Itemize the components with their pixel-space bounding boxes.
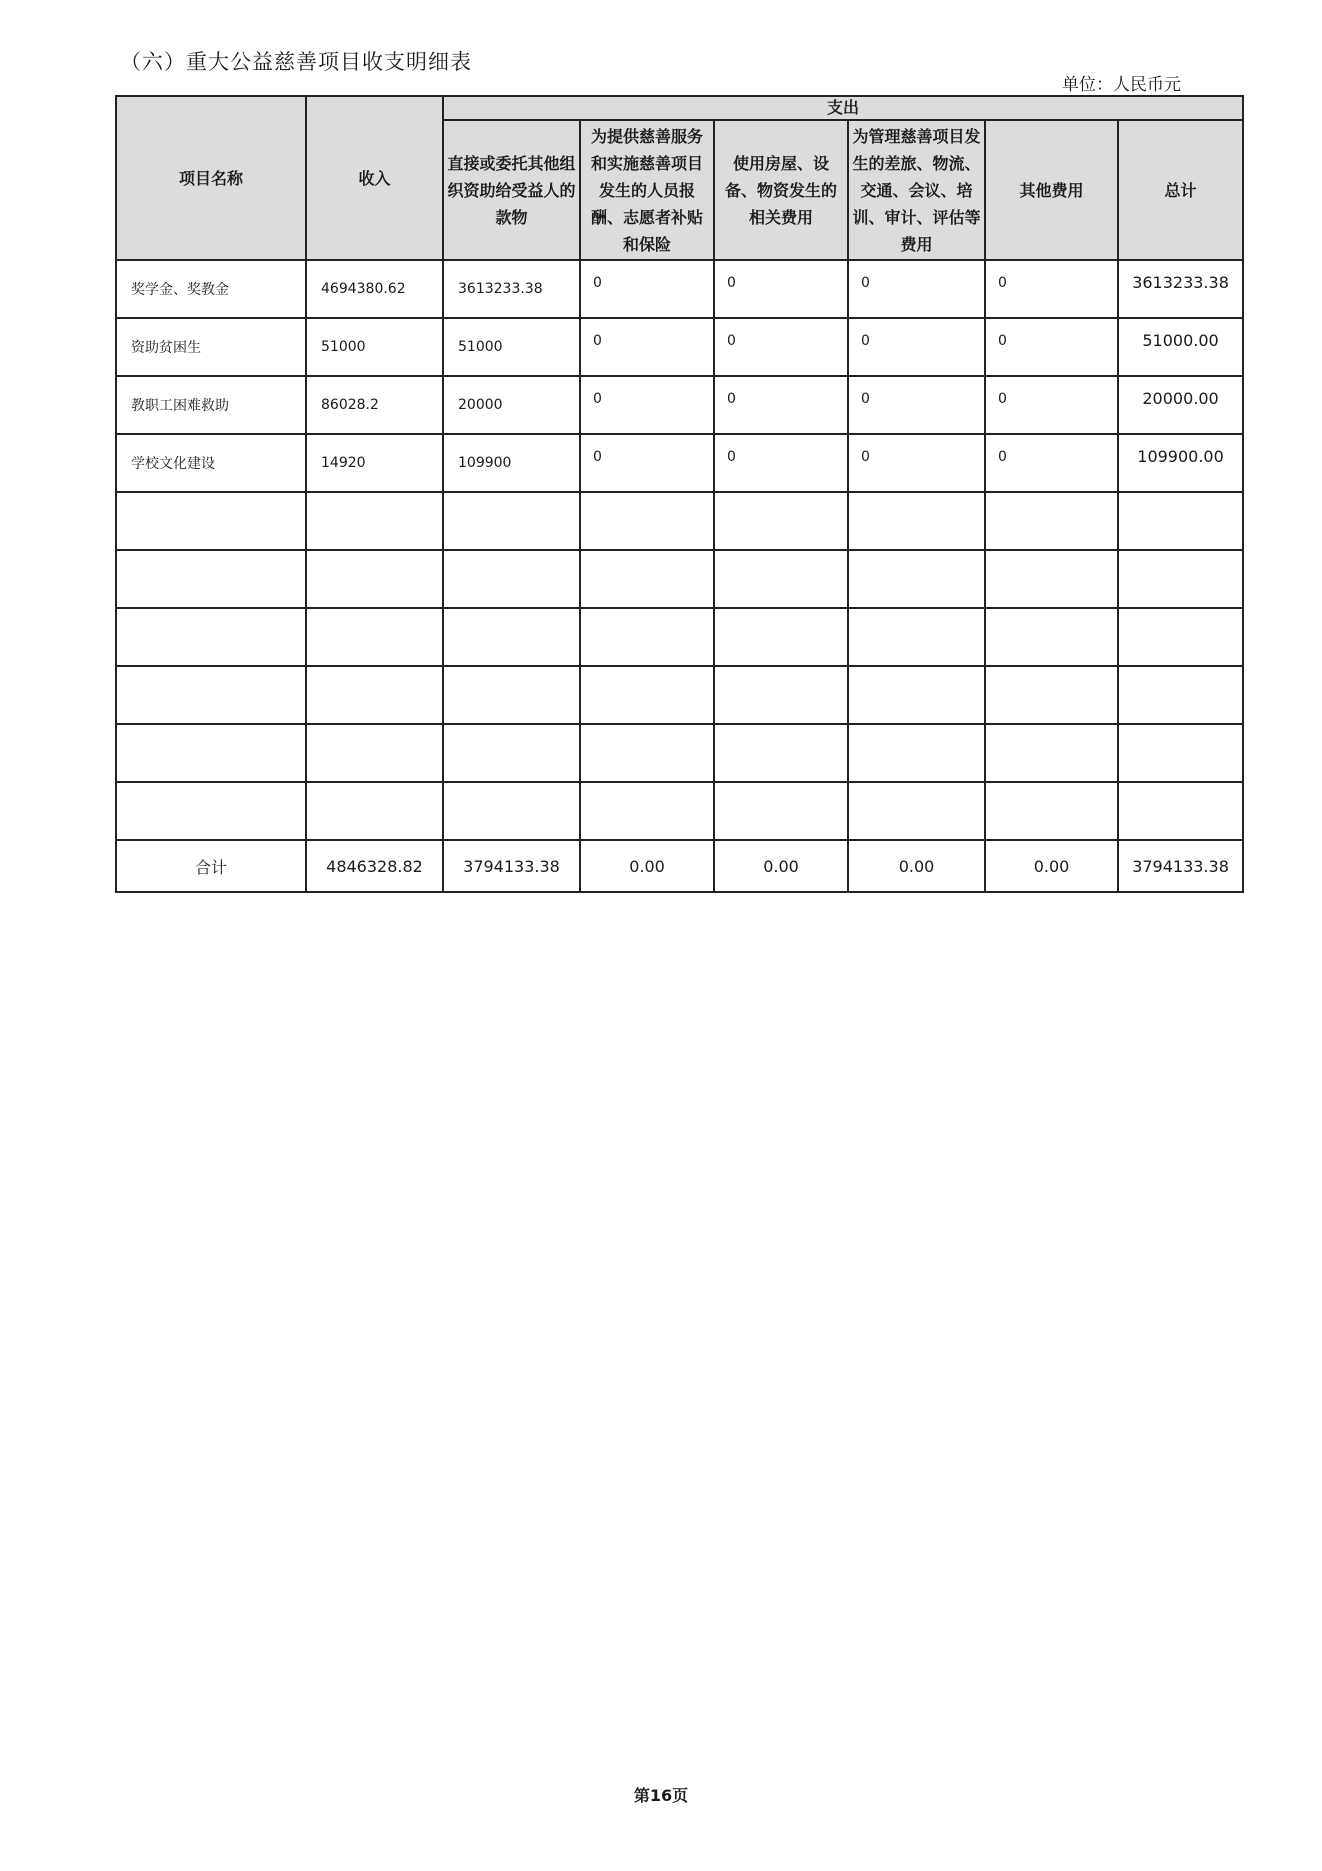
header-row-top [116, 96, 1243, 120]
header-direct: 直接或委托其他组织资助给受益人的款物 [443, 120, 580, 260]
empty-cell [714, 666, 848, 724]
row-income: 86028.2 [306, 376, 443, 434]
summary-management: 0.00 [848, 840, 985, 892]
row-direct: 109900 [443, 434, 580, 492]
empty-cell [848, 550, 985, 608]
row-total: 20000.00 [1118, 376, 1243, 434]
row-name: 资助贫困生 [116, 318, 306, 376]
empty-cell [1118, 782, 1243, 840]
empty-cell [580, 492, 714, 550]
empty-cell [714, 608, 848, 666]
header-personnel: 为提供慈善服务和实施慈善项目发生的人员报酬、志愿者补贴和保险 [580, 120, 714, 260]
empty-cell [848, 608, 985, 666]
empty-cell [306, 724, 443, 782]
row-personnel: 0 [580, 260, 714, 318]
empty-row [116, 666, 1243, 724]
row-facilities: 0 [714, 318, 848, 376]
empty-cell [116, 724, 306, 782]
row-name: 学校文化建设 [116, 434, 306, 492]
empty-cell [985, 608, 1118, 666]
header-facilities: 使用房屋、设备、物资发生的相关费用 [714, 120, 848, 260]
page-title: （六）重大公益慈善项目收支明细表 [120, 50, 472, 74]
empty-cell [580, 724, 714, 782]
empty-cell [306, 782, 443, 840]
empty-cell [443, 724, 580, 782]
row-total: 51000.00 [1118, 318, 1243, 376]
row-direct: 3613233.38 [443, 260, 580, 318]
row-direct: 51000 [443, 318, 580, 376]
row-management: 0 [848, 434, 985, 492]
row-management: 0 [848, 260, 985, 318]
row-income: 4694380.62 [306, 260, 443, 318]
row-name: 教职工困难救助 [116, 376, 306, 434]
row-other: 0 [985, 318, 1118, 376]
table-row [116, 434, 1243, 492]
empty-cell [116, 492, 306, 550]
empty-cell [306, 550, 443, 608]
empty-cell [306, 492, 443, 550]
row-total: 109900.00 [1118, 434, 1243, 492]
row-facilities: 0 [714, 376, 848, 434]
expense-detail-table [115, 95, 1244, 893]
empty-cell [580, 608, 714, 666]
empty-cell [306, 608, 443, 666]
empty-cell [985, 782, 1118, 840]
row-personnel: 0 [580, 376, 714, 434]
empty-cell [714, 782, 848, 840]
row-other: 0 [985, 376, 1118, 434]
table-row [116, 318, 1243, 376]
empty-cell [580, 550, 714, 608]
empty-cell [985, 666, 1118, 724]
empty-cell [116, 782, 306, 840]
empty-cell [116, 550, 306, 608]
empty-cell [848, 492, 985, 550]
empty-cell [1118, 550, 1243, 608]
empty-cell [443, 608, 580, 666]
empty-cell [714, 492, 848, 550]
empty-cell [1118, 666, 1243, 724]
header-total: 总计 [1118, 120, 1243, 260]
empty-cell [116, 666, 306, 724]
row-facilities: 0 [714, 260, 848, 318]
empty-row [116, 782, 1243, 840]
empty-cell [116, 608, 306, 666]
row-other: 0 [985, 434, 1118, 492]
empty-cell [848, 724, 985, 782]
row-management: 0 [848, 318, 985, 376]
empty-cell [848, 782, 985, 840]
summary-personnel: 0.00 [580, 840, 714, 892]
empty-cell [443, 782, 580, 840]
row-personnel: 0 [580, 318, 714, 376]
summary-income: 4846328.82 [306, 840, 443, 892]
header-name: 项目名称 [116, 96, 306, 260]
empty-row [116, 492, 1243, 550]
header-expense-group: 支出 [443, 96, 1243, 120]
row-income: 51000 [306, 318, 443, 376]
row-other: 0 [985, 260, 1118, 318]
table-row [116, 376, 1243, 434]
header-income: 收入 [306, 96, 443, 260]
header-other: 其他费用 [985, 120, 1118, 260]
row-facilities: 0 [714, 434, 848, 492]
summary-label: 合计 [116, 840, 306, 892]
empty-cell [306, 666, 443, 724]
row-direct: 20000 [443, 376, 580, 434]
empty-cell [580, 782, 714, 840]
empty-row [116, 550, 1243, 608]
row-name: 奖学金、奖教金 [116, 260, 306, 318]
empty-cell [985, 724, 1118, 782]
row-income: 14920 [306, 434, 443, 492]
empty-cell [848, 666, 985, 724]
empty-cell [714, 724, 848, 782]
empty-row [116, 724, 1243, 782]
empty-cell [443, 666, 580, 724]
summary-direct: 3794133.38 [443, 840, 580, 892]
summary-other: 0.00 [985, 840, 1118, 892]
table-row [116, 260, 1243, 318]
empty-cell [985, 550, 1118, 608]
empty-cell [580, 666, 714, 724]
summary-total: 3794133.38 [1118, 840, 1243, 892]
empty-cell [714, 550, 848, 608]
empty-cell [1118, 492, 1243, 550]
empty-cell [1118, 608, 1243, 666]
page-number: 第16页 [633, 1786, 689, 1805]
summary-row [116, 840, 1243, 892]
row-management: 0 [848, 376, 985, 434]
empty-cell [1118, 724, 1243, 782]
summary-facilities: 0.00 [714, 840, 848, 892]
empty-cell [985, 492, 1118, 550]
empty-cell [443, 492, 580, 550]
row-total: 3613233.38 [1118, 260, 1243, 318]
row-personnel: 0 [580, 434, 714, 492]
header-management: 为管理慈善项目发生的差旅、物流、交通、会议、培训、审计、评估等费用 [848, 120, 985, 260]
unit-label: 单位：人民币元 [1062, 75, 1181, 95]
empty-cell [443, 550, 580, 608]
empty-row [116, 608, 1243, 666]
